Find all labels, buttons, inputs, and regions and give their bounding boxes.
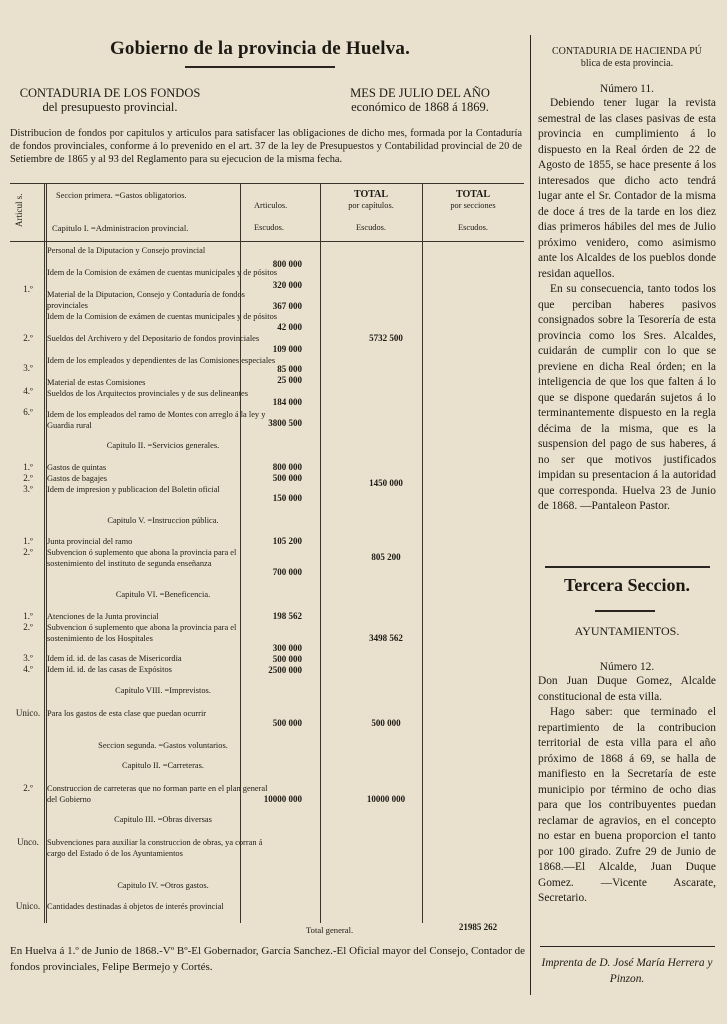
- left-heading: CONTADURIA DE LOS FONDOS del presupuesto provincial.: [19, 86, 201, 114]
- ayuntamientos-heading: AYUNTAMIENTOS.: [574, 624, 680, 638]
- head-articulos: Articulos.: [254, 201, 288, 210]
- cap6-total: 3498 562: [369, 633, 403, 643]
- col-articulo: Articul s.: [14, 193, 24, 227]
- page-title: Gobierno de la provincia de Huelva.: [109, 38, 411, 59]
- table-row: Subvenciones para auxiliar la construccion de obras, ya corran á cargo del Estado ó de los Ayuntamientos: [47, 838, 263, 858]
- total-label: Total general.: [306, 925, 354, 935]
- table-row: Gastos de quintas: [47, 463, 107, 472]
- hacienda-heading: CONTADURIA DE HACIENDA PÚ blica de esta provincia.: [551, 46, 703, 69]
- cap8-total: 500 000: [371, 718, 401, 728]
- table-row: Idem de impresion y publicacion del Boletin oficial: [47, 485, 220, 494]
- imprenta-credit: Imprenta de D. José María Herrera y Pinzon.: [541, 957, 713, 985]
- cap5-total: 805 200: [371, 552, 401, 562]
- capitulo-6: Capitulo VI. =Beneficencia.: [115, 590, 211, 599]
- intro-paragraph: Distribucion de fondos por capitulos y articulos para satisfacer las obligaciones de dicho mes, formada por la Contaduría de fondos provinciales, conforme á lo prevenido en el art. 37 de la ley de Presupuestos y Contabilidad provincial de 20 de Setiembre de 1865 y al 93 del Reglamento para su ejecucion de la misma fecha.: [10, 128, 522, 165]
- table-row: Material de estas Comisiones: [47, 378, 146, 387]
- sec2-total: 10000 000: [366, 794, 406, 804]
- capitulo-1: Capitulo I. =Administracion provincial.: [52, 223, 189, 233]
- capitulo-4: Capitulo IV. =Otros gastos.: [117, 881, 209, 890]
- column-divider: [530, 35, 531, 995]
- table-row: Idem de los empleados del ramo de Montes con arreglo á la ley y Guardia rural: [47, 410, 266, 430]
- table-row: Material de la Diputacion, Consejo y Contaduría de fondos provinciales: [47, 290, 245, 310]
- notice-12-number: Número 12.: [599, 661, 655, 673]
- capitulo-2: Capitulo II. =Servicios generales.: [106, 441, 220, 450]
- capitulo-3: Capitulo III. =Obras diversas: [114, 815, 212, 824]
- seccion-segunda: Seccion segunda. =Gastos voluntarios.: [98, 741, 228, 750]
- tercera-seccion-title: Tercera Seccion.: [564, 575, 690, 595]
- table-row: Para los gastos de esta clase que puedan ocurrir: [47, 709, 207, 718]
- table-row: Atenciones de la Junta provincial: [47, 612, 159, 621]
- table-row: Sueldos de los Arquitectos provinciales y de sus delineantes: [47, 389, 248, 398]
- table-row: Personal de la Diputacion y Consejo provincial: [47, 246, 206, 255]
- budget-table: Articul s. Seccion primera. =Gastos obligatorios. Capitulo I. =Administracion provincial. Articulos. Escudos. TOTAL por capítulos. Escudos. TOTAL por secciones Escudos. 1.º Personal de la Diputacion y Consejo provincial 800 000 Idem de la Comision de exámen de cuentas municipales y de pósitos 320 000 Material de la Diputacion, Consejo y Contaduría de fondos provinciales 367 000 Idem de la Comision de exámen de cuentas municipales y de pósitos 42 000 2.º Sueldos del Archivero y del Depositario de fondos provinciales 109 000 3.º Idem de los empleados y dependientes de las Comisiones especiales 85 000 Material de estas Comisiones 25 000 4.º Sueldos de los Arquitectos provinciales y de sus delineantes 184 000 6.º Idem de los empleados del ramo de Montes con arreglo á la ley y Guardia rural 3800 500 5732 500 Capitulo II. =Servicios generales. 1.º Gastos de quintas 800 000 2.º Gastos de bagajes 500 000 3.º Idem de impresion y publicacion del Boletin oficial 150 000 1450 000 Capitulo V. =Instruccion pública. 1.º Junta provincial del ramo 105 200 2.º Subvencion ó suplemento que abona la provincia para el sostenimiento del instituto de segunda enseñanza 700 000 805 200 Capitulo VI. =Beneficencia. 1.º Atenciones de la Junta provincial 198 562 2.º Subvencion ó suplemento que abona la provincia para el sostenimiento de los Hospitales 300 000 3.º Idem íd. id. de las casas de Misericordia 500 000 4.º Idem íd. id. de las casas de Expósitos 2500 000 3498 562 Capitulo VIII. =Imprevistos. Unico. Para los gastos de esta clase que puedan ocurrir 500 000 500 000 Seccion segunda. =Gastos voluntarios. Capitulo II. =Carreteras. 2.º Construccion de carreteras que no forman parte en el plan general del Gobierno 10000 000 10000 000 Capitulo III. =Obras diversas Unco. Subvenciones para auxiliar la construccion de obras, ya corran á cargo del Estado ó de los Ayuntamientos Capitulo IV. =Otros gastos. Unico. Cantidades destinadas á objetos de interés provincial Total general. 21985 262: [10, 183, 524, 923]
- table-row: Gastos de bagajes: [47, 474, 108, 483]
- cap2-total: 1450 000: [369, 478, 403, 488]
- table-row: Idem de la Comision de exámen de cuentas municipales y de pósitos: [47, 268, 278, 277]
- notice-12-body: Don Juan Duque Gomez, Alcalde constitucional de esta villa. Hago saber: que terminado el repartimiento de la contribucion territorial de esta villa para el año próximo de 1868 á 69, se halla de manifiesto en la Secretaría de este municipio por término de ocho dias para que los contribuyentes puedan reclamar de agravios, en el concepto no estar en buena proporcion el tanto por 100 girado. Zufre 29 de Junio de 1868.—El Alcalde, Juan Duque Gomez. —Vicente Ascarate, Secretario.: [538, 675, 716, 904]
- cap1-total: 5732 500: [369, 333, 403, 343]
- capitulo-8: Capitulo VIII. =Imprevistos.: [115, 686, 211, 695]
- table-row: Sueldos del Archivero y del Depositario de fondos provinciales: [47, 334, 260, 343]
- notice-11-number: Número 11.: [600, 83, 654, 95]
- title-ornament: [185, 66, 335, 68]
- capitulo-2b: Capitulo II. =Carreteras.: [122, 761, 204, 770]
- capitulo-5: Capitulo V. =Instruccion pública.: [107, 516, 219, 525]
- table-row: Idem de la Comision de exámen de cuentas municipales y de pósitos: [47, 312, 278, 321]
- seccion-primera: Seccion primera. =Gastos obligatorios.: [56, 191, 187, 200]
- table-row: Cantidades destinadas á objetos de interés provincial: [47, 902, 224, 911]
- table-row: Subvencion ó suplemento que abona la provincia para el sostenimiento de los Hospitales: [47, 623, 237, 643]
- footer-signature: En Huelva á 1.º de Junio de 1868.-Vº Bº-El Gobernador, García Sanchez.-El Oficial mayor del Consejo, Contador de fondos provinciales, Felipe Bermejo y Cortés.: [10, 945, 526, 973]
- total-value: 21985 262: [458, 922, 498, 932]
- right-heading: MES DE JULIO DEL AÑO económico de 1868 á 1869.: [350, 86, 490, 114]
- table-row: Idem de los empleados y dependientes de las Comisiones especiales: [47, 356, 276, 365]
- notice-11-body: Debiendo tener lugar la revista semestral de las clases pasivas de esta provincia en cumplimiento á lo dispuesto en la Real órden de 22 de Agosto de 1855, se hace presente á los interesados que dicho acto tendrá lugar ante el Sr. Contador de la misma de doce á tres de la tarde en los diez dias primeros hábiles del mes de Julio próximo venidero, como asimismo ante los Alcaldes de los pueblos donde residan aquellos. En su consecuencia, tanto todos los que perciban haberes pasivos consignados sobre la Tesorería de esta provincia como los Sres. Alcaldes, cuidarán de cumplir con lo que se previene en dicha Real órden; en la inteligencia de que los que falten á lo que se dispone quedarán sujetos á lo terminantemente dispuesto en la regla décima de la misma, que es la suspension del pago de sus haberes, á no ser que motivos justificados impidan su presentacion á la autoridad que corresponda. Huelva 23 de Junio de 1868. —Pantaleon Pastor.: [538, 97, 716, 512]
- table-row: Construccion de carreteras que no forman parte en el plan general del Gobierno: [47, 784, 268, 804]
- table-row: Junta provincial del ramo: [47, 537, 133, 546]
- table-row: Subvencion ó suplemento que abona la provincia para el sostenimiento del instituto de segunda enseñanza: [47, 548, 237, 568]
- table-row: Idem íd. id. de las casas de Misericordia: [47, 654, 182, 663]
- table-row: Idem íd. id. de las casas de Expósitos: [47, 665, 172, 674]
